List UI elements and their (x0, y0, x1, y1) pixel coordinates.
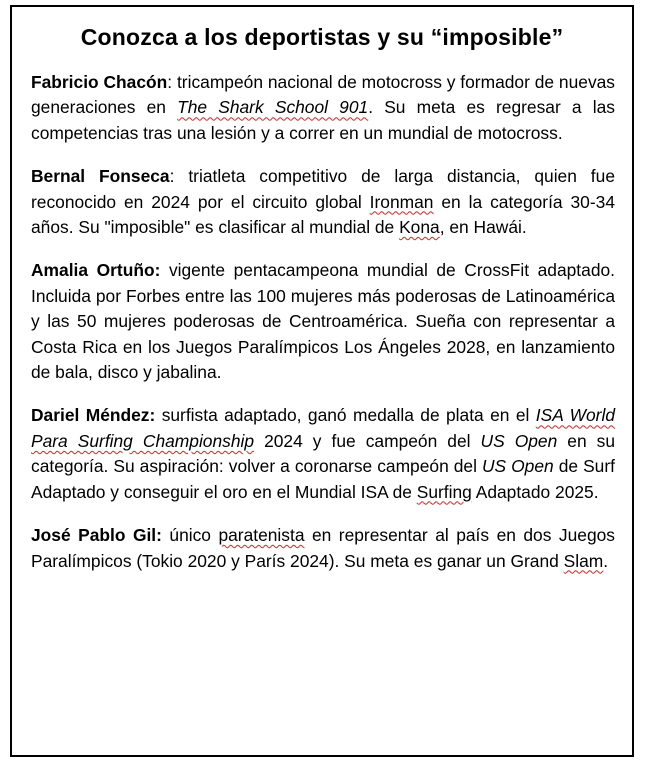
document-frame (10, 5, 634, 757)
athlete-text-flagged: Surfing (416, 481, 472, 502)
page-title: Conozca a los deportistas y su “imposible” (80, 24, 564, 50)
athlete-text: vigente pentacampeona mundial de CrossFit adaptado. Incluida por Forbes entre las 100 mujeres más poderosas de Latinoamérica y las 50 mujeres poderosas de Centroamérica. Sueña con representar a Costa Rica en los Juegos Paralímpicos Los Ángeles 2028, en lanzamiento de bala, disco y jabalina. (31, 260, 615, 383)
athlete-text: en la categoría 30-34 años. Su "imposible" es clasificar al mundial de (31, 191, 615, 238)
athlete-text: : triatleta competitivo de larga distancia, quien fue reconocido en 2024 por el circuito global (31, 166, 615, 212)
athlete-name: Bernal Fonseca (31, 166, 170, 187)
athlete-name: Amalia Ortuño: (31, 260, 161, 281)
athlete-text-flagged: Kona (399, 217, 440, 238)
athlete-text-italic: US Open (481, 456, 554, 477)
athlete-text-italic: The Shark School 901 (177, 97, 369, 118)
athlete-text-italic: US Open (480, 430, 558, 451)
athlete-text: : tricampeón nacional de motocross y formador de nuevas generaciones en (31, 72, 616, 118)
athlete-text: . Su meta es regresar a las competencias tras una lesión y a correr en un mundial de motocross. (31, 97, 615, 143)
athlete-text: , en Hawái. (439, 217, 527, 238)
athlete-name: José Pablo Gil: (31, 525, 162, 546)
athlete-name: Fabricio Chacón (31, 72, 168, 92)
athlete-text-flagged: Ironman (369, 191, 434, 212)
athlete-entry-bernal (31, 164, 615, 240)
athlete-text-flagged: paratenista (218, 525, 305, 546)
athlete-entry-fabricio (31, 70, 615, 146)
athlete-text: de Surf Adaptado y conseguir el oro en el Mundial ISA de (31, 456, 615, 502)
athlete-text: único (161, 525, 219, 546)
athlete-text: 2024 y fue campeón del (254, 430, 481, 451)
athlete-entry-amalia (31, 258, 615, 385)
athlete-text-flagged: Slam (563, 550, 604, 571)
athletes-list (12, 70, 632, 574)
athlete-entry-jose-pablo (31, 523, 615, 574)
athlete-text: en representar al país en dos Juegos Paralímpicos (Tokio 2020 y París 2024). Su meta es ganar un Grand (31, 525, 615, 571)
athlete-text-italic: ISA World Para Surfing Championship (31, 405, 615, 451)
athlete-text: surfista adaptado, ganó medalla de plata en el (155, 405, 536, 426)
athlete-name: Dariel Méndez: (31, 405, 156, 426)
athlete-entry-dariel (31, 403, 615, 505)
athlete-text: en su categoría. Su aspiración: volver a coronarse campeón del (31, 430, 616, 477)
athlete-text: . (603, 550, 609, 571)
athlete-text: Adaptado 2025. (471, 481, 599, 502)
